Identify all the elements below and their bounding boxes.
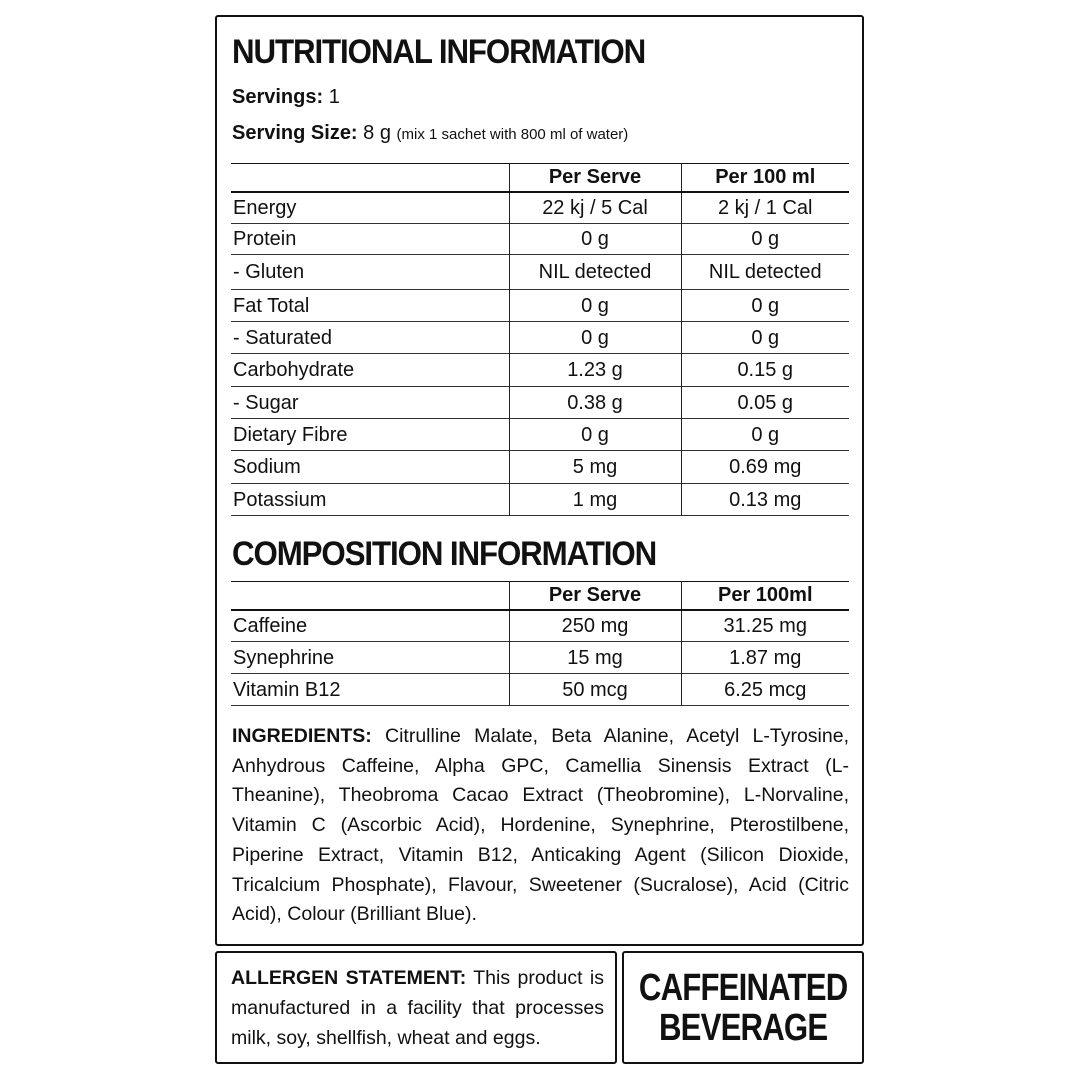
row-label: Caffeine xyxy=(233,614,308,637)
row-value: 0 g xyxy=(509,290,681,322)
row-value: NIL detected xyxy=(509,255,681,290)
beverage-line-1: CAFFEINATED xyxy=(638,966,848,1009)
header-cell xyxy=(231,164,509,192)
row-label: Protein xyxy=(233,228,297,250)
composition-header-row xyxy=(231,582,849,610)
row-value: 0 g xyxy=(681,322,849,354)
serving-size-label: Serving Size: xyxy=(232,122,358,144)
table-row xyxy=(231,255,849,290)
row-label: Fat Total xyxy=(233,294,310,317)
table-row xyxy=(231,419,849,451)
row-label: Vitamin B12 xyxy=(233,678,341,701)
row-value: 15 mg xyxy=(509,642,681,674)
row-label: - Saturated xyxy=(233,326,332,349)
table-row xyxy=(231,192,849,224)
row-value: 0 g xyxy=(681,419,849,451)
row-value: 0 g xyxy=(509,322,681,354)
beverage-label xyxy=(639,968,848,1048)
beverage-box xyxy=(622,951,864,1064)
row-label: Sodium xyxy=(233,456,301,478)
header-cell: Per 100ml xyxy=(681,582,849,610)
nutrition-table xyxy=(231,163,849,516)
row-value: 0.38 g xyxy=(509,387,681,419)
row-label: Energy xyxy=(233,196,297,219)
row-value: 0 g xyxy=(681,224,849,255)
servings-label: Servings: xyxy=(232,86,324,108)
table-row xyxy=(231,451,849,484)
row-value: 0.15 g xyxy=(681,354,849,387)
row-value: 1.23 g xyxy=(509,354,681,387)
header-cell xyxy=(231,582,509,610)
table-row xyxy=(231,290,849,322)
row-value: 0 g xyxy=(681,290,849,322)
row-label: Carbohydrate xyxy=(233,359,355,381)
row-label: - Gluten xyxy=(233,261,305,283)
row-label: Potassium xyxy=(233,488,327,511)
table-row xyxy=(231,484,849,516)
serving-size-line xyxy=(232,122,628,145)
allergen-label: ALLERGEN STATEMENT: xyxy=(231,967,467,989)
row-value: 250 mg xyxy=(509,610,681,642)
row-value: 5 mg xyxy=(509,451,681,484)
beverage-line-2: BEVERAGE xyxy=(658,1006,828,1049)
row-value: 6.25 mcg xyxy=(681,674,849,706)
row-label: - Sugar xyxy=(233,391,299,414)
servings-line xyxy=(232,86,340,109)
row-value: 0.69 mg xyxy=(681,451,849,484)
ingredients-label: INGREDIENTS: xyxy=(232,725,372,747)
ingredients-text: Citrulline Malate, Beta Alanine, Acetyl L-Tyrosine, Anhydrous Caffeine, Alpha GPC, Camellia Sinensis Extract (L-Theanine), Theobroma Cacao Extract (Theobromine), L-Norvaline, Vitamin C (Ascorbic Acid), Hordenine, Synephrine, Pterostilbene, Piperine Extract, Vitamin B12, Anticaking Agent (Silicon Dioxide, Tricalcium Phosphate), Flavour, Sweetener (Sucralose), Acid (Citric Acid), Colour (Brilliant Blue). xyxy=(232,725,849,926)
serving-size-note: (mix 1 sachet with 800 ml of water) xyxy=(396,126,629,143)
header-cell: Per Serve xyxy=(509,164,681,192)
allergen-text: This product is manufactured in a facility that processes milk, soy, shellfish, wheat and eggs. xyxy=(231,967,604,1049)
table-row xyxy=(231,674,849,706)
row-value: 22 kj / 5 Cal xyxy=(509,192,681,224)
servings-value: 1 xyxy=(328,86,340,108)
table-row xyxy=(231,387,849,419)
row-value: 0 g xyxy=(509,224,681,255)
table-row xyxy=(231,354,849,387)
composition-table xyxy=(231,581,849,706)
row-value: 0.13 mg xyxy=(681,484,849,516)
nutrition-title: NUTRITIONAL INFORMATION xyxy=(232,33,646,71)
row-label: Dietary Fibre xyxy=(233,423,348,446)
table-row xyxy=(231,610,849,642)
header-cell: Per 100 ml xyxy=(681,164,849,192)
table-row xyxy=(231,322,849,354)
row-value: 0.05 g xyxy=(681,387,849,419)
row-value: 31.25 mg xyxy=(681,610,849,642)
composition-title: COMPOSITION INFORMATION xyxy=(232,535,657,573)
row-value: 1 mg xyxy=(509,484,681,516)
header-cell: Per Serve xyxy=(509,582,681,610)
nutrition-header-row xyxy=(231,164,849,192)
serving-size-value: 8 g xyxy=(363,122,391,144)
row-value: 0 g xyxy=(509,419,681,451)
row-value: 2 kj / 1 Cal xyxy=(681,192,849,224)
row-value: NIL detected xyxy=(681,255,849,290)
row-value: 1.87 mg xyxy=(681,642,849,674)
row-value: 50 mcg xyxy=(509,674,681,706)
ingredients-paragraph xyxy=(232,722,849,930)
table-row xyxy=(231,224,849,255)
row-label: Synephrine xyxy=(233,646,335,669)
allergen-statement xyxy=(231,963,604,1053)
table-row xyxy=(231,642,849,674)
